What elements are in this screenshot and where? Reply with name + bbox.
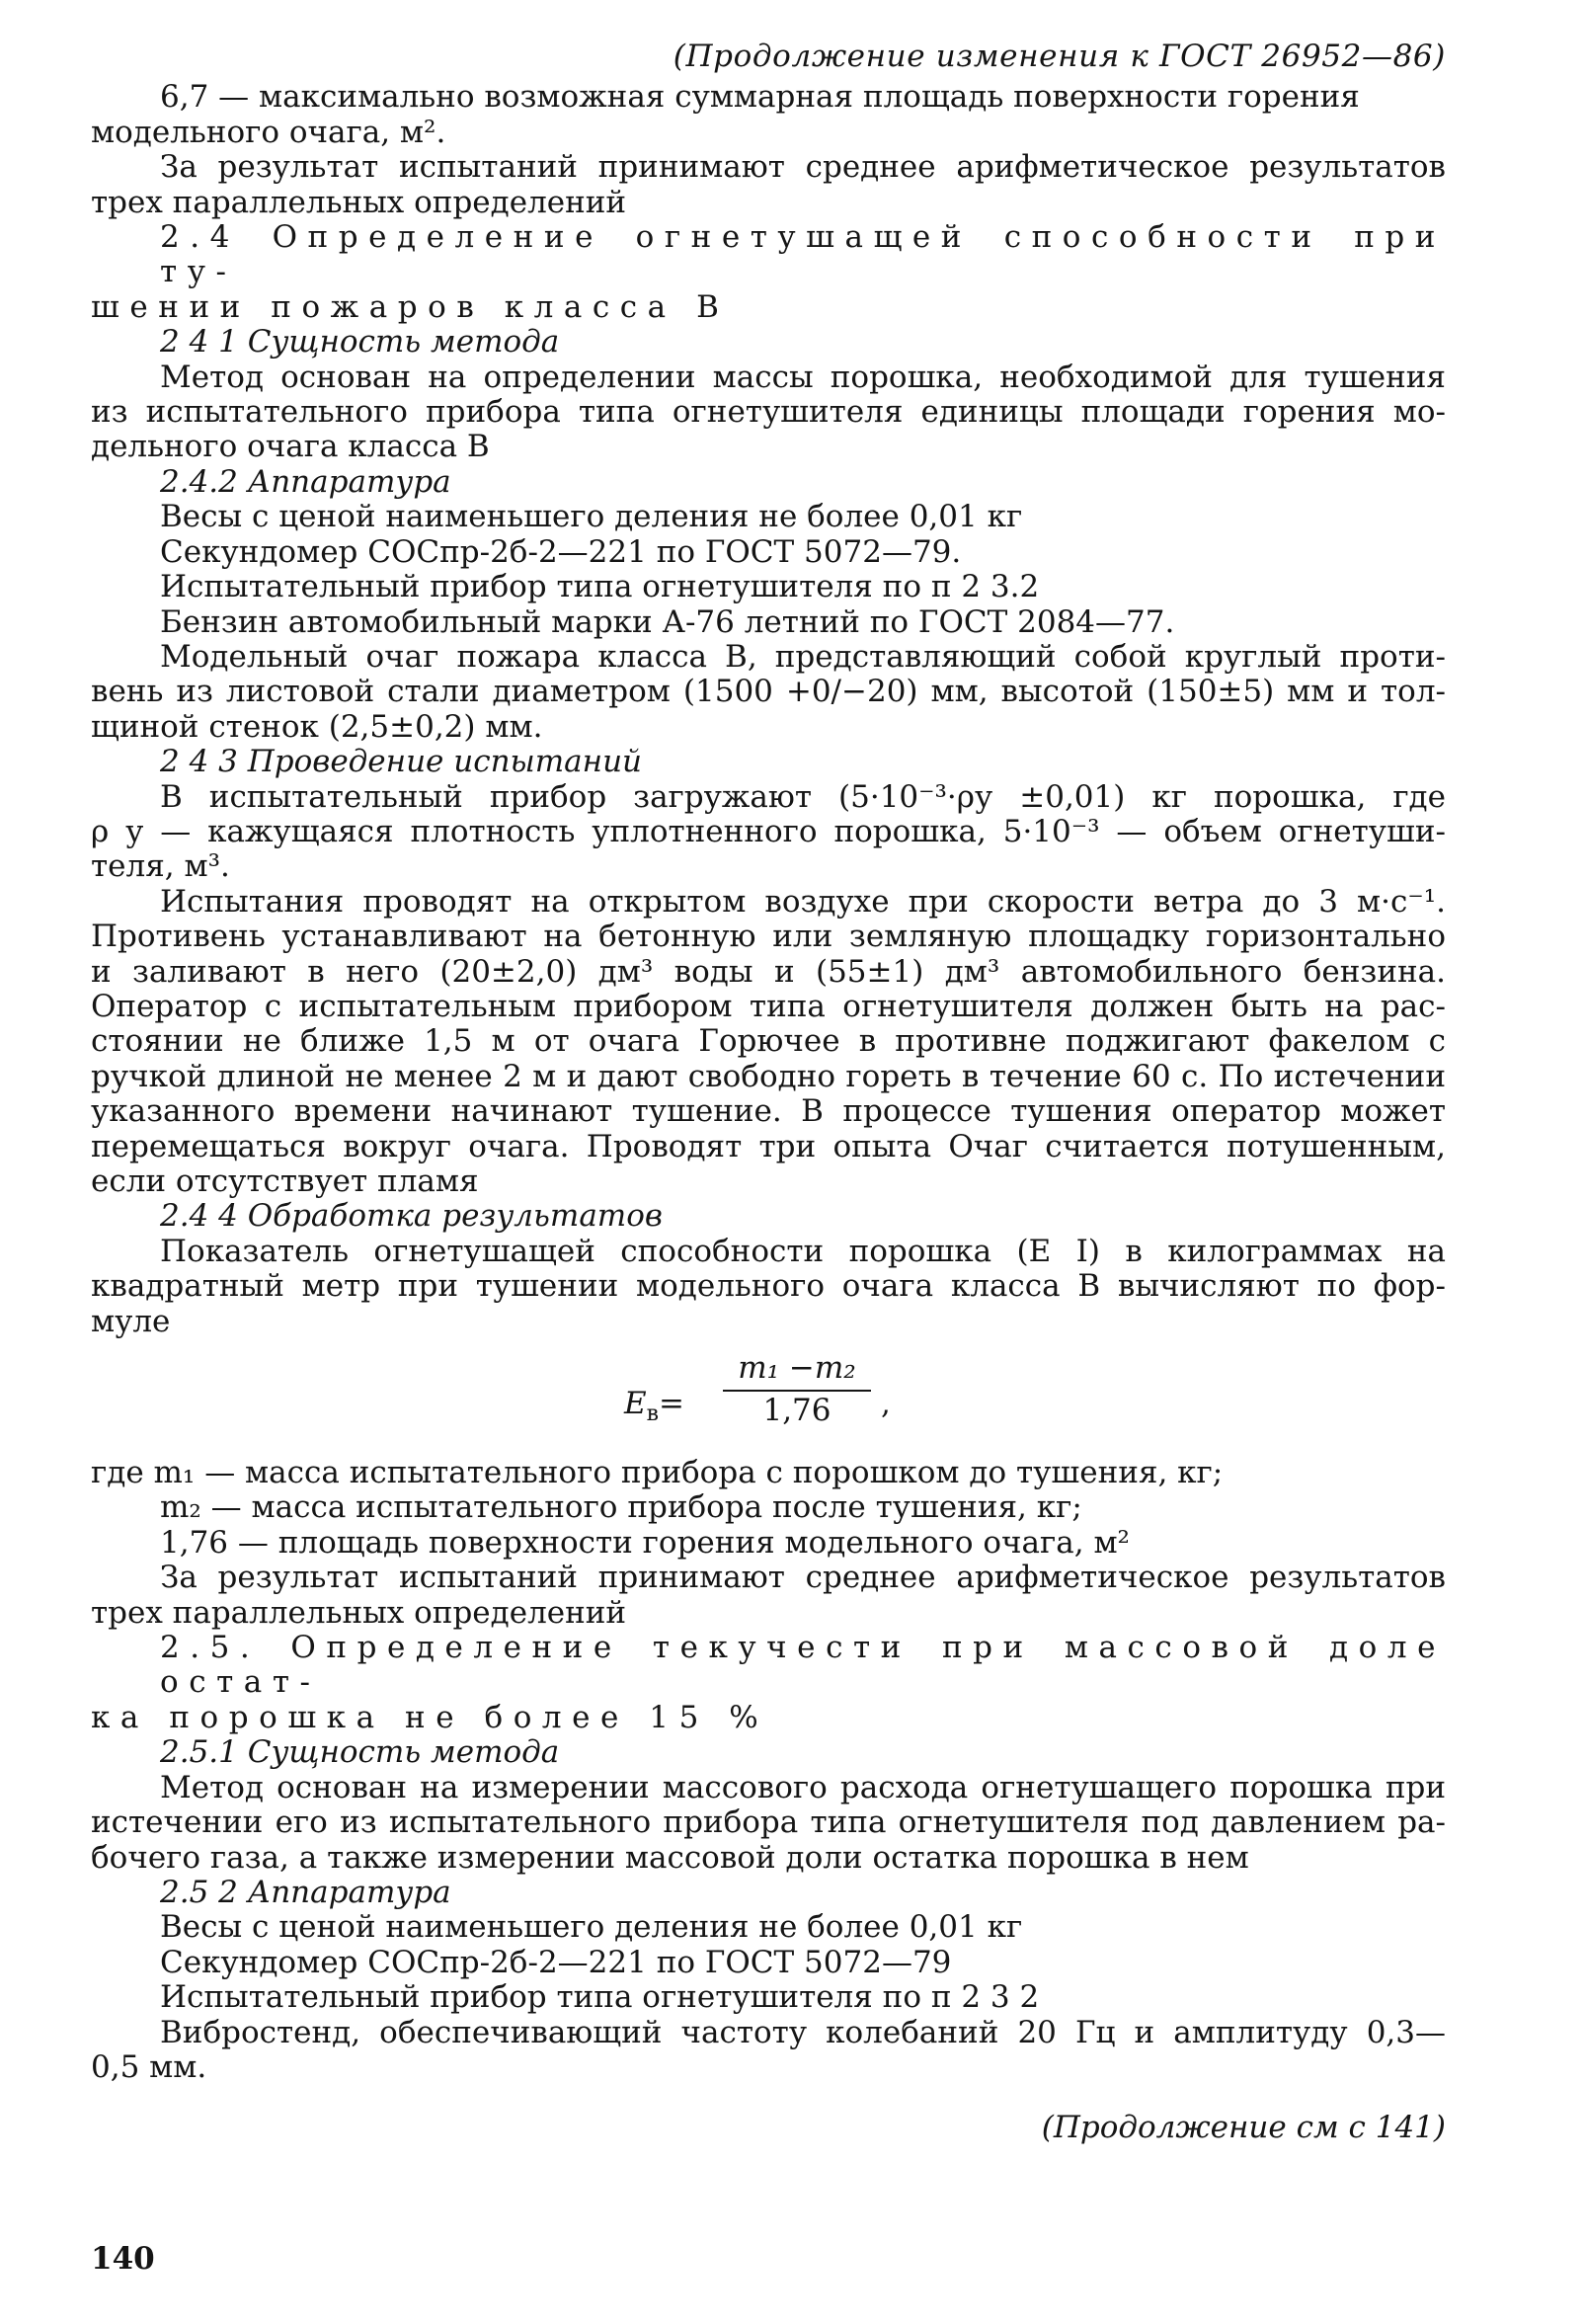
- text-line: Испытания проводят на открытом воздухе при скорости ветра до 3 м·с⁻¹.: [160, 883, 1446, 920]
- text-line: и заливают в него (20±2,0) дм³ воды и (55±1) дм³ автомобильного бензина.: [91, 953, 1446, 990]
- text-line: Секундомер СОСпр-2б-2—221 по ГОСТ 5072—79.: [160, 533, 962, 570]
- text-line: квадратный метр при тушении модельного очага класса В вычисляют по фор-: [91, 1268, 1446, 1305]
- text-line: трех параллельных определений: [91, 184, 627, 220]
- formula: [91, 1339, 1446, 1456]
- text-line: перемещаться вокруг очага. Проводят три опыта Очаг считается потушенным,: [91, 1128, 1446, 1164]
- text-line: m₂ — масса испытательного прибора после тушения, кг;: [160, 1489, 1082, 1526]
- text-line: муле: [91, 1303, 171, 1339]
- text-line: За результат испытаний принимают среднее арифметическое результатов: [160, 149, 1446, 186]
- text-line: Бензин автомобильный марки А-76 летний по ГОСТ 2084—77.: [160, 603, 1175, 640]
- text-line: истечении его из испытательного прибора типа огнетушителя под давлением ра-: [91, 1804, 1446, 1841]
- text-line: Метод основан на определении массы порошка, необходимой для тушения: [160, 359, 1446, 395]
- text-line: трех параллельных определений: [91, 1594, 627, 1631]
- text-line: вень из листовой стали диаметром (1500 +0/−20) мм, высотой (150±5) мм и тол-: [91, 674, 1446, 710]
- text-line: если отсутствует пламя: [91, 1163, 479, 1199]
- continuation-footer: (Продолжение см с 141): [1041, 2110, 1446, 2146]
- text-line: Секундомер СОСпр-2б-2—221 по ГОСТ 5072—79: [160, 1944, 952, 1980]
- text-line: За результат испытаний принимают среднее арифметическое результатов: [160, 1560, 1446, 1596]
- subsection-heading: 2.4.2 Аппаратура: [160, 463, 451, 500]
- text-line: где m₁ — масса испытательного прибора с порошком до тушения, кг;: [91, 1455, 1224, 1491]
- text-line: Испытательный прибор типа огнетушителя по п 2 3 2: [160, 1979, 1040, 2016]
- page-number: 140: [91, 2241, 155, 2277]
- formula-lhs: $Е_в=$: [624, 1386, 685, 1427]
- text-line: Испытательный прибор типа огнетушителя по п 2 3.2: [160, 569, 1040, 605]
- text-line: Метод основан на измерении массового расхода огнетушащего порошка при: [160, 1769, 1446, 1805]
- text-line: Показатель огнетушащей способности порошка (Е I) в килограммах на: [160, 1233, 1446, 1269]
- subsection-heading: 2.5 2 Аппаратура: [160, 1874, 451, 1910]
- section-heading: 2.4 Определение огнетушащей способности при ту-: [160, 219, 1446, 290]
- text-line: Оператор с испытательным прибором типа огнетушителя должен быть на рас-: [91, 988, 1446, 1024]
- text-line: указанного времени начинают тушение. В процессе тушения оператор может: [91, 1093, 1446, 1130]
- text-line: стоянии не ближе 1,5 м от очага Горючее в противне поджигают факелом с: [91, 1023, 1446, 1060]
- subsection-heading: 2.4 4 Обработка результатов: [160, 1198, 663, 1235]
- section-heading: 2.5. Определение текучести при массовой доле остат-: [160, 1630, 1446, 1701]
- section-heading: ка порошка не более 15 %: [91, 1699, 769, 1735]
- text-line: ручкой длиной не менее 2 м и дают свободно гореть в течение 60 с. По истечении: [91, 1058, 1446, 1094]
- text-line: Противень устанавливают на бетонную или земляную площадку горизонтально: [91, 919, 1446, 955]
- text-line: 1,76 — площадь поверхности горения модельного очага, м²: [160, 1524, 1130, 1561]
- section-heading: шении пожаров класса В: [91, 288, 730, 325]
- text-line: Модельный очаг пожара класса В, представляющий собой круглый проти-: [160, 638, 1446, 675]
- text-line: 0,5 мм.: [91, 2048, 207, 2085]
- text-line: В испытательный прибор загружают (5·10⁻³·ρу ±0,01) кг порошка, где: [160, 778, 1446, 815]
- text-line: Весы с ценой наименьшего деления не более 0,01 кг: [160, 499, 1023, 535]
- continuation-header: (Продолжение изменения к ГОСТ 26952—86): [673, 39, 1446, 74]
- text-line: Вибростенд, обеспечивающий частоту колебаний 20 Гц и амплитуду 0,3—: [160, 2014, 1446, 2050]
- subsection-heading: 2.5.1 Сущность метода: [160, 1734, 560, 1771]
- formula-denominator: 1,76: [762, 1393, 832, 1429]
- text-line: дельного очага класса В: [91, 429, 490, 465]
- text-line: щиной стенок (2,5±0,2) мм.: [91, 708, 543, 745]
- text-line: бочего газа, а также измерении массовой доли остатка порошка в нем: [91, 1839, 1249, 1876]
- formula-numerator: m₁ −m₂: [723, 1351, 871, 1392]
- subsection-heading: 2 4 1 Сущность метода: [160, 324, 560, 361]
- formula-fraction: [723, 1351, 871, 1429]
- text-line: ρ у — кажущаяся плотность уплотненного порошка, 5·10⁻³ — объем огнетуши-: [91, 813, 1446, 849]
- subsection-heading: 2 4 3 Проведение испытаний: [160, 744, 643, 780]
- text-line: 6,7 — максимально возможная суммарная площадь поверхности горения: [160, 79, 1360, 116]
- text-line: из испытательного прибора типа огнетушителя единицы площади горения мо-: [91, 394, 1446, 431]
- text-line: модельного очага, м².: [91, 114, 446, 150]
- text-line: Весы с ценой наименьшего деления не более 0,01 кг: [160, 1909, 1023, 1946]
- text-line: теля, м³.: [91, 848, 230, 885]
- formula-comma: ,: [881, 1386, 891, 1422]
